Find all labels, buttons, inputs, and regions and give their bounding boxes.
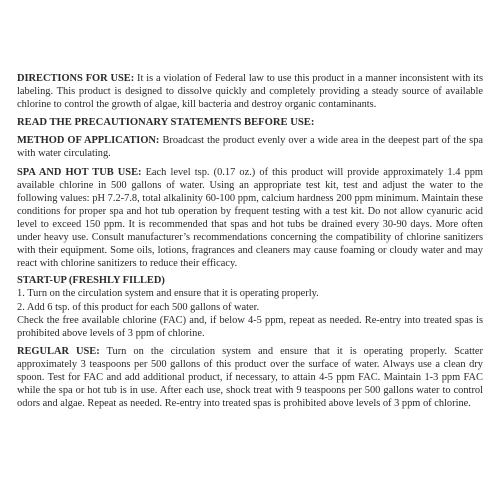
- method-heading: METHOD OF APPLICATION:: [17, 135, 160, 147]
- startup-heading: START-UP (FRESHLY FILLED): [17, 275, 165, 287]
- startup-section: [17, 274, 483, 339]
- spa-paragraph: [17, 166, 483, 271]
- precautionary-heading: READ THE PRECAUTIONARY STATEMENTS BEFORE USE:: [17, 117, 315, 129]
- directions-body: It is a violation of Federal law to use this product in a manner inconsistent with its labeling. This product is designed to dissolve quickly and completely providing a steady source of available chlorine to control the growth of algae, kill bacteria and destroy organic contaminants.: [17, 73, 483, 111]
- startup-step: 1. Turn on the circulation system and ensure that it is operating properly.: [17, 288, 319, 300]
- spa-body: Each level tsp. (0.17 oz.) of this product will provide approximately 1.4 ppm available chlorine in 500 gallons of water. Using an appropriate test kit, test and adjust the water to the following values: pH 7.2-7.8, total alkalinity 60-100 ppm, calcium hardness 200 ppm minimum. Maintain these conditions for proper spa and hot tub operation by frequent testing with a test kit. Do not allow cyanuric acid level to exceed 150 ppm. It is recommended that spas and hot tubs be drained every 30-90 days. More often under heavy use. Consult manufacturer’s recommendations concerning the compatibility of chlorine sanitizers with their equipment. Some oils, lotions, fragrances and cleaners may cause foaming or cloudy water and may react with chlorine sanitizers to reduce their efficacy.: [17, 166, 484, 270]
- startup-note: Check the free available chlorine (FAC) and, if below 4-5 ppm, repeat as needed. Re-entry into treated spas is prohibited above levels of 3 ppm of chlorine.: [17, 314, 483, 339]
- directions-heading: DIRECTIONS FOR USE:: [17, 73, 135, 84]
- regular-heading: REGULAR USE:: [17, 345, 100, 357]
- regular-body: Turn on the circulation system and ensure that it is operating properly. Scatter approximately 3 teaspoons per 500 gallons of this product over the surface of water. Always use a clean dry spoon. Test for FAC and add additional product, if necessary, to attain 4-5 ppm FAC. Maintain 1-3 ppm FAC while the spa or hot tub is in use. After each use, shock treat with 9 teaspoons per 500 gallons water to control odors and algae. Repeat as needed. Re-entry into treated spas is prohibited above levels of 3 ppm of chlorine.: [17, 345, 483, 410]
- startup-step: 2. Add 6 tsp. of this product for each 500 gallons of water.: [17, 301, 260, 313]
- directions-paragraph: [17, 72, 483, 111]
- method-paragraph: [17, 134, 483, 160]
- spa-heading: SPA AND HOT TUB USE:: [17, 166, 142, 178]
- product-label-directions: [17, 72, 483, 410]
- regular-paragraph: [17, 345, 483, 410]
- method-body: Broadcast the product evenly over a wide area in the deepest part of the spa with water circulating.: [17, 135, 484, 160]
